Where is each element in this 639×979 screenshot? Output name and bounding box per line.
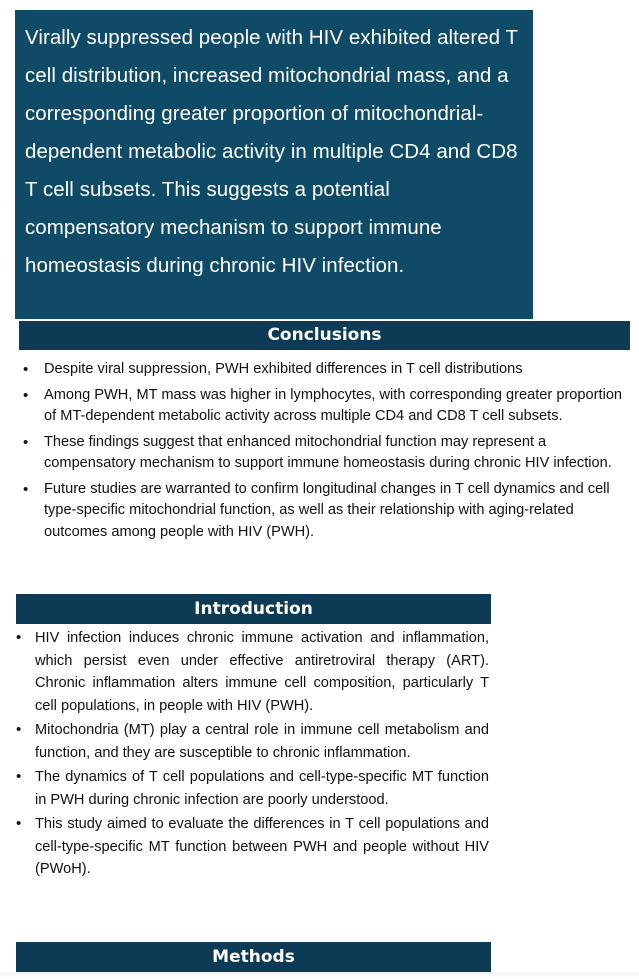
summary-banner: [15, 10, 533, 319]
conclusion-item: • Among PWH, MT mass was higher in lymphocytes, with corresponding greater proportion of MT-dependent metabolic activity across multiple CD4 and CD8 T cell subsets.: [44, 385, 632, 428]
conclusion-item: • These findings suggest that enhanced mitochondrial function may represent a compensatory mechanism to support immune homeostasis during chronic HIV infection.: [44, 432, 632, 475]
introduction-item: • This study aimed to evaluate the differences in T cell populations and cell-type-specific MT function between PWH and people without HIV (PWoH).: [35, 813, 489, 881]
methods-header: Methods: [16, 942, 491, 972]
introduction-list: [35, 627, 489, 883]
introduction-item: • The dynamics of T cell populations and cell-type-specific MT function in PWH during chronic infection are poorly understood.: [35, 766, 489, 811]
page-bottom-edge: [0, 972, 639, 979]
conclusions-header: Conclusions: [19, 321, 630, 350]
introduction-header: Introduction: [16, 594, 491, 624]
summary-text: Virally suppressed people with HIV exhibited altered T cell distribution, increased mitochondrial mass, and a corresponding greater proportion of mitochondrial-dependent metabolic activity in multiple CD4 and CD8 T cell subsets. This suggests a potential compensatory mechanism to support immune homeostasis during chronic HIV infection.: [25, 26, 518, 277]
conclusions-list: [44, 359, 632, 547]
introduction-item: • Mitochondria (MT) play a central role in immune cell metabolism and function, and they are susceptible to chronic inflammation.: [35, 719, 489, 764]
introduction-item: • HIV infection induces chronic immune activation and inflammation, which persist even under effective antiretroviral therapy (ART). Chronic inflammation alters immune cell composition, particularly T cell populations, in people with HIV (PWH).: [35, 627, 489, 717]
conclusion-item: • Despite viral suppression, PWH exhibited differences in T cell distributions: [44, 359, 632, 381]
conclusion-item: • Future studies are warranted to confirm longitudinal changes in T cell dynamics and cell type-specific mitochondrial function, as well as their relationship with aging-related outcomes among people with HIV (PWH).: [44, 479, 632, 544]
